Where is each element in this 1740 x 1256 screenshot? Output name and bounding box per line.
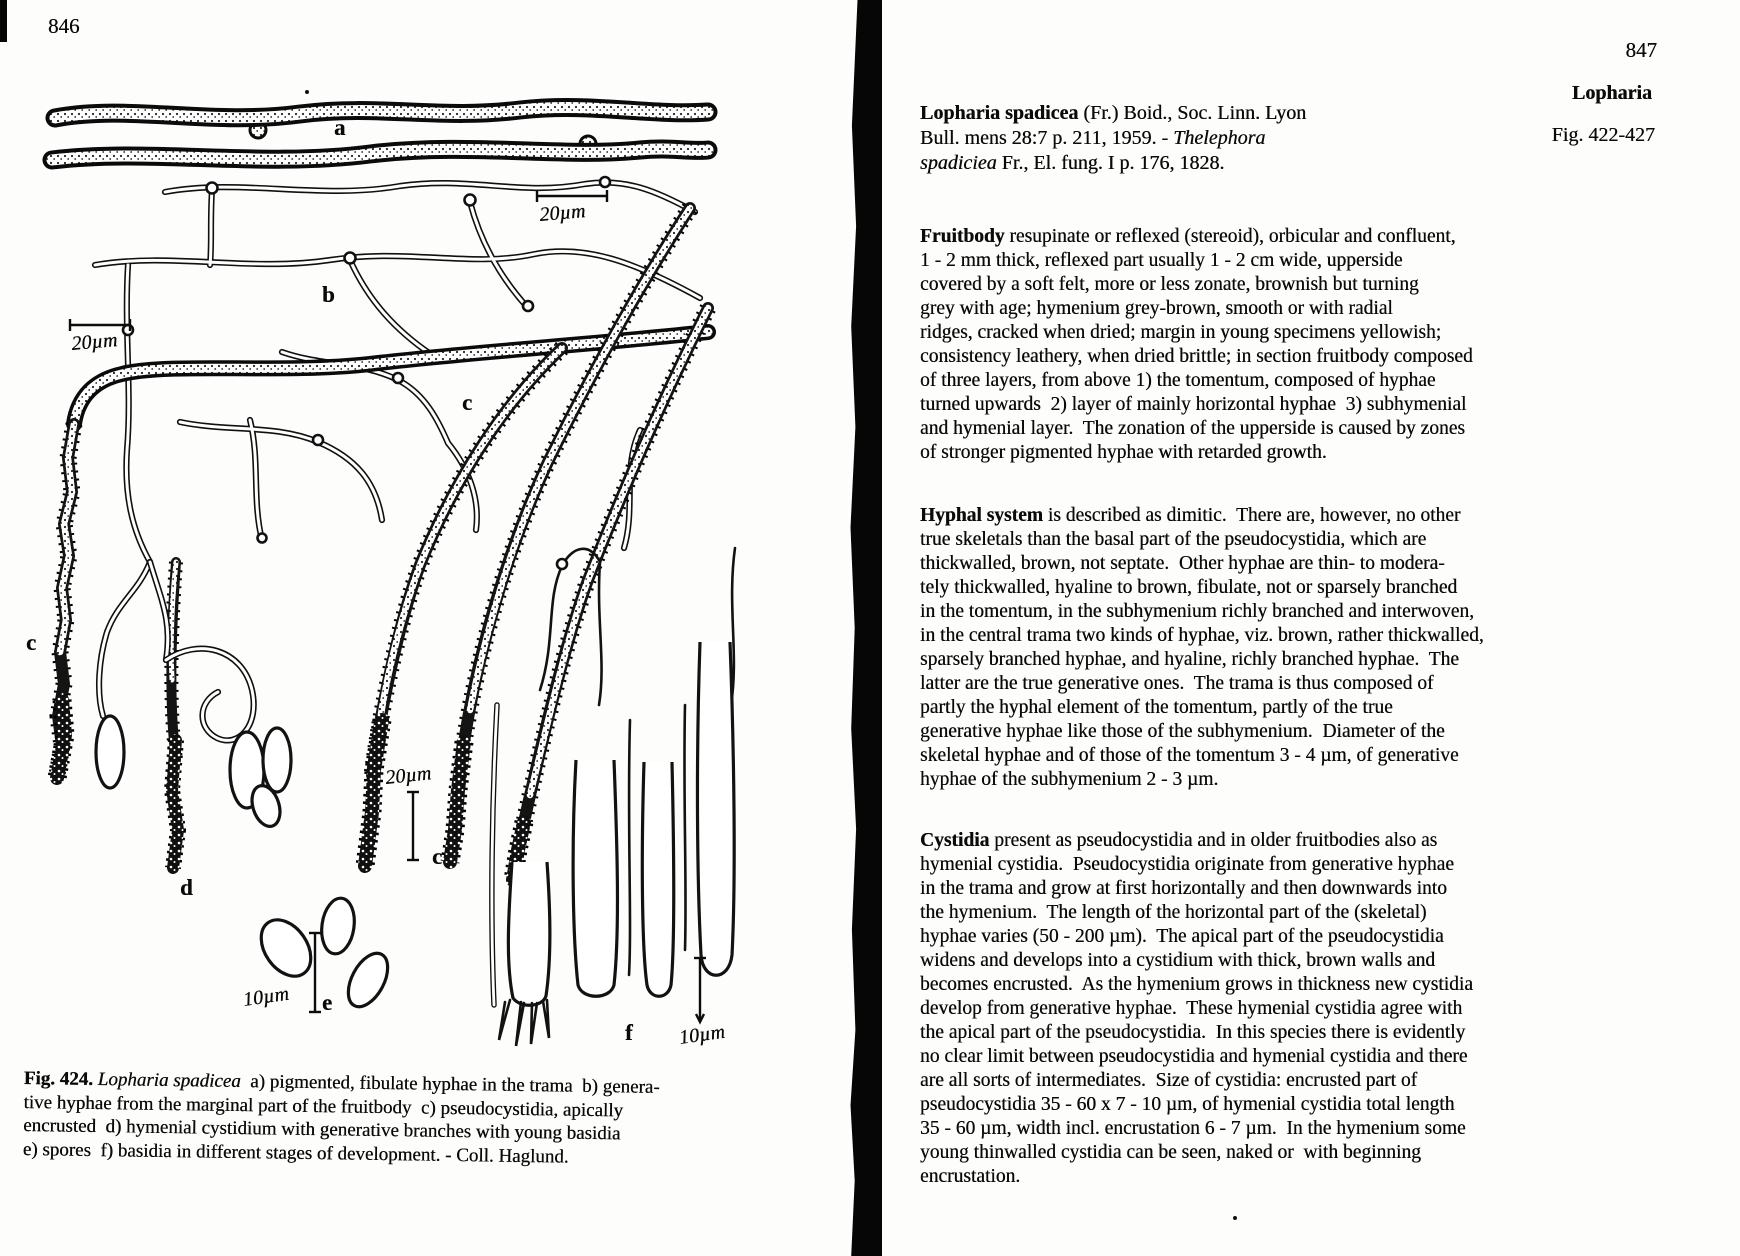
running-head: Lopharia	[1571, 82, 1652, 104]
title-line-2: Bull. mens 28:7 p. 211, 1959. - Thelephora	[920, 127, 1266, 149]
title-line-1: Lopharia spadicea (Fr.) Boid., Soc. Linn. Lyon	[920, 102, 1307, 124]
caption-species-name: Lopharia spadicea	[92, 1068, 241, 1093]
caption-fig-label: Fig. 424.	[23, 1068, 94, 1090]
page-number-left: 846	[48, 14, 80, 38]
caption-lines: tive hyphae from the marginal part of the fruitbody c) pseudocystidia, apically encrusted d) hymenial cystidium with generative branches with young basidia e) spores f) basidia in different stages of development. - Coll. Haglund.	[22, 1091, 624, 1168]
paragraph-hyphal-system-lines: true skeletals than the basal part of the pseudocystidia, which are thickwalled, brown, not septate. Other hyphae are thin- to modera- tely thickwalled, hyaline to brown, fibulate, not or sparsely branched in the tomentum, in the subhymenium richly branched and interwoven, in the central trama two kinds of hyphae, viz. brown, rather thickwalled, sparsely branched hyphae, and hyaline, richly branched hyphae. The latter are the true generative ones. The trama is thus composed of partly the hyphal element of the tomentum, partly of the true generative hyphae like those of the subhymenium. Diameter of the skeletal hyphae and of those of the tomentum 3 - 4 µm, of generative hyphae of the subhymenium 2 - 3 µm.	[920, 529, 1484, 790]
paragraph-fruitbody-lines: 1 - 2 mm thick, reflexed part usually 1 - 2 cm wide, upperside covered by a soft felt, more or less zonate, brownish but turning grey with age; hymenium grey-brown, smooth or with radial ridges, cracked when dried; margin in young specimens yellowish; consistency leathery, when dried brittle; in section fruitbody composed of three layers, from above 1) the tomentum, composed of hyphae turned upwards 2) layer of mainly horizontal hyphae 3) subhymenial and hymenial layer. The zonation of the upperside is caused by zones of stronger pigmented hyphae with retarded growth.	[920, 250, 1473, 463]
scalebar-label-20um-topright: 20µm	[538, 200, 587, 226]
scalebar-label-20um-mid: 20µm	[384, 762, 433, 789]
figure-424-illustration	[0, 0, 775, 1065]
figure-label-e: e	[322, 990, 333, 1015]
caption-line1-text: a) pigmented, fibulate hyphae in the trama b) genera-	[240, 1071, 660, 1098]
cystidium-d-loop	[96, 562, 291, 808]
para-lead-hyphal-system: Hyphal system	[920, 505, 1043, 526]
para-lead-cystidia: Cystidia	[920, 830, 990, 851]
figure-label-c-left: c	[26, 630, 37, 655]
scan-speck	[1233, 1216, 1237, 1220]
figure-label-c-mid: c	[432, 844, 443, 869]
figure-label-d: d	[180, 875, 193, 900]
paragraph-hyphal-system: Hyphal system is described as dimitic. There are, however, no other true skeletals than the basal part of the pseudocystidia, which are thickwalled, brown, not septate. Other hyphae are thin- to modera- tely thickwalled, hyaline to brown, fibulate, not or sparsely branched in the tomentum, in the subhymenium richly branched and interwoven, in the central trama two kinds of hyphae, viz. brown, rather thickwalled, sparsely branched hyphae, and hyaline, richly branched hyphae. The latter are the true generative ones. The trama is thus composed of partly the hyphal element of the tomentum, partly of the true generative hyphae like those of the subhymenium. Diameter of the skeletal hyphae and of those of the tomentum 3 - 4 µm, of generative hyphae of the subhymenium 2 - 3 µm.	[920, 505, 1484, 793]
figure-scalebars-and-labels	[26, 90, 726, 1049]
para-lead-fruitbody: Fruitbody	[920, 226, 1005, 247]
hyphae-a-thick-bands	[52, 107, 708, 160]
paragraph-cystidia: Cystidia present as pseudocystidia and in older fruitbodies also as hymenial cystidia. Pseudocystidia originate from generative hyphae in the trama and grow at first horizontally and then downwards into the hymenium. The length of the horizontal part of the (skeletal) hyphae varies (50 - 200 µm). The apical part of the pseudocystidia widens and develops into a cystidium with thick, brown walls and becomes encrusted. As the hymenium grows in thickness new cystidia develop from generative hyphae. These hymenial cystidia agree with the apical part of the pseudocystidia. In this species there is evidently no clear limit between pseudocystidia and hymenial cystidia and there are all sorts of intermediates. Size of cystidia: encrusted part of pseudocystidia 35 - 60 x 7 - 10 µm, of hymenial cystidia total length 35 - 60 µm, width incl. encrustation 6 - 7 µm. In the hymenium some young thinwalled cystidia can be seen, naked or with beginning encrustation.	[920, 830, 1473, 1190]
scalebar-label-10um-spores: 10µm	[241, 982, 291, 1011]
scalebar-label-20um-left: 20µm	[70, 329, 119, 355]
page-number-right: 847	[1625, 38, 1657, 62]
book-gutter-shadow	[847, 0, 882, 1256]
species-title-block	[920, 102, 1306, 177]
scalebar-label-10um-basidia: 10µm	[677, 1020, 727, 1049]
title-species-bold: Lopharia spadicea	[920, 102, 1079, 124]
figure-label-b: b	[322, 282, 335, 307]
paragraph-fruitbody: Fruitbody resupinate or reflexed (stereoid), orbicular and confluent, 1 - 2 mm thick, reflexed part usually 1 - 2 cm wide, upperside covered by a soft felt, more or less zonate, brownish but turning grey with age; hymenium grey-brown, smooth or with radial ridges, cracked when dried; margin in young specimens yellowish; consistency leathery, when dried brittle; in section fruitbody composed of three layers, from above 1) the tomentum, composed of hyphae turned upwards 2) layer of mainly horizontal hyphae 3) subhymenial and hymenial layer. The zonation of the upperside is caused by zones of stronger pigmented hyphae with retarded growth.	[920, 226, 1473, 466]
figure-label-f: f	[625, 1020, 633, 1045]
figure-caption	[23, 1068, 684, 1171]
title-line-3: spadiciea Fr., El. fung. I p. 176, 1828.	[920, 152, 1225, 174]
figure-label-a: a	[334, 115, 346, 140]
paragraph-cystidia-lines: hymenial cystidia. Pseudocystidia originate from generative hyphae in the trama and grow at first horizontally and then downwards into the hymenium. The length of the horizontal part of the (skeletal) hyphae varies (50 - 200 µm). The apical part of the pseudocystidia widens and develops into a cystidium with thick, brown walls and becomes encrusted. As the hymenium grows in thickness new cystidia develop from generative hyphae. These hymenial cystidia agree with the apical part of the pseudocystidia. In this species there is evidently no clear limit between pseudocystidia and hymenial cystidia and there are all sorts of intermediates. Size of cystidia: encrusted part of pseudocystidia 35 - 60 x 7 - 10 µm, of hymenial cystidia total length 35 - 60 µm, width incl. encrustation 6 - 7 µm. In the hymenium some young thinwalled cystidia can be seen, naked or with beginning encrustation.	[920, 854, 1473, 1187]
title-synonym-italic: Thelephora	[1173, 127, 1266, 149]
figure-reference: Fig. 422-427	[1551, 124, 1655, 146]
figure-label-c-top: c	[462, 390, 473, 415]
